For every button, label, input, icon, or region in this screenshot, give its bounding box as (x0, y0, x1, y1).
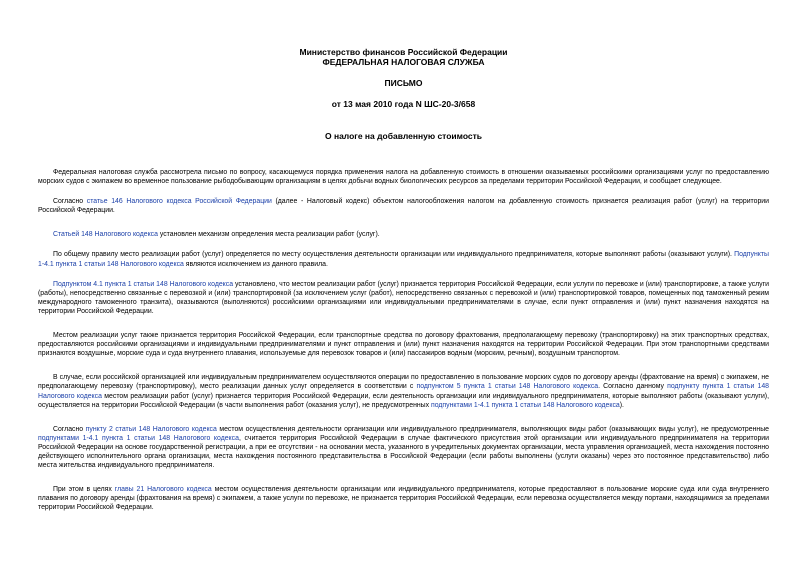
paragraph (38, 280, 769, 316)
paragraph (38, 425, 769, 470)
ministry-name: Министерство финансов Российской Федерации (299, 47, 508, 57)
paragraph (38, 373, 769, 409)
law-reference-link[interactable]: пункту 2 статьи 148 Налогового кодекса (85, 425, 217, 433)
paragraph-text: установлен механизм определения места реализации работ (услуг). (157, 231, 380, 239)
law-reference-link[interactable]: подпунктами 1-4.1 пункта 1 статьи 148 Налогового кодекса (431, 401, 620, 409)
paragraph-text: Согласно (53, 425, 86, 433)
paragraph-text: Согласно (53, 198, 87, 206)
paragraph-text: установлено, что местом реализации работ (услуг) признается территория Российской Федерации, если услуги по перевозке и (или) транспортировке, а также услуги (работы), непосредственно связанные с перевозкой и (или) транспортировкой (за исключением услуг (работ), непосредственно связанных с перевозкой и (или) транспортировкой товаров, помещенных под таможенный режим международного таможенного транзита), оказываются (выполняются) российскими организациями или индивидуальными предпринимателями в случае, если пункт отправления и (или) пункт назначения находятся на территории Российской Федерации. (38, 280, 769, 315)
paragraph (38, 485, 769, 512)
document-body (38, 168, 769, 527)
law-reference-link[interactable]: подпункту пункта 1 статьи 148 Налогового кодекса (38, 383, 769, 400)
paragraph-text: местом реализации работ (услуг) признается территория Российской Федерации, если деятельность организации или индивидуального предпринимателя, которые выполняют работы (оказывают услуги), осуществляется на территории Российской Федерации (в части выполнения работ (оказания услуг), не предусмотренных (38, 392, 769, 409)
paragraph (38, 230, 769, 239)
paragraph-text: ). (619, 401, 624, 409)
paragraph-text: По общему правилу место реализации работ (услуг) определяется по месту осуществления деятельности организации или индивидуального предпринимателя, которые выполняют работы (оказывают услуги). (53, 251, 735, 259)
paragraph-text: , считается территория Российской Федерации в случае фактического присутствия этой организации или индивидуального предпринимателя на территории Российской Федерации на основе государственной регистрации, а при ее отсутствии - на основании места, указанного в учредительных документах организации, места управления организацией, места нахождения постоянно действующего исполнительного органа организации, места нахождения постоянного представительства в Российской Федерации (если работы выполнены (услуги оказаны) через это постоянное представительство) либо места жительства индивидуального предпринимателя. (38, 434, 769, 470)
law-reference-link[interactable]: Статьей 148 Налогового кодекса (53, 231, 158, 239)
law-reference-link[interactable]: Подпункты 1-4.1 пункта 1 статьи 148 Налогового кодекса (38, 251, 769, 268)
document-subject: О налоге на добавленную стоимость (324, 131, 483, 141)
paragraph-text: При этом в целях (53, 486, 115, 494)
paragraph (38, 197, 769, 215)
law-reference-link[interactable]: Подпунктом 4.1 пункта 1 статьи 148 Налогового кодекса (53, 280, 234, 288)
paragraph (38, 331, 769, 358)
paragraph-text: (далее - Налоговый кодекс) объектом налогообложения налогом на добавленную стоимость признается реализация работ (услуг) на территории Российской Федерации. (38, 198, 769, 215)
paragraph-text: Федеральная налоговая служба рассмотрела письмо по вопросу, касающемуся порядка применения налога на добавленную стоимость в отношении оказываемых российскими организациями услуг по предоставлению морских судов с экипажем во временное пользование рыбодобывающим организациям в целях добычи водных биологических ресурсов за пределами территории Российской Федерации, и сообщает следующее. (38, 169, 769, 186)
paragraph-text: Местом реализации услуг также признается территория Российской Федерации, если транспортные средства по договору фрахтования, предполагающему перевозку (транспортировку) на этих транспортных средствах, предоставляются российскими организациями и индивидуальными предпринимателями и пункт отправления и (или) пункт назначения находятся на территории Российской Федерации. При этом транспортными средствами признаются воздушные, морские суда и суда внутреннего плавания, используемые для перевозок товаров и (или) пассажиров водным (морским, речным), воздушным транспортом. (38, 332, 769, 358)
paragraph-text: . Согласно данному (598, 383, 668, 391)
law-reference-link[interactable]: подпунктом 5 пункта 1 статьи 148 Налогового кодекса (416, 383, 599, 391)
paragraph (38, 168, 769, 186)
paragraph-text: В случае, если российской организацией или индивидуальным предпринимателем осуществляются операции по предоставлению в пользование морских судов по договору аренды (фрахтование на время) с экипажем, не предполагающему перевозку (транспортировку), место реализации данных услуг определяется в соответствии с (38, 374, 769, 391)
paragraph-text: местом осуществления деятельности организации или индивидуального предпринимателя, которые предоставляют в пользование морские суда или суда внутреннего плавания по договору аренды (фрахтования на время) с экипажем, а также услуги по перевозке, не признается территория Российской Федерации, если перевозка осуществляется между портами, находящимися за пределами территории Российской Федерации. (38, 486, 769, 512)
paragraph-text: являются исключением из данного правила. (183, 260, 328, 268)
document-type: ПИСЬМО (384, 78, 423, 88)
law-reference-link[interactable]: подпунктами 1-4.1 пункта 1 статьи 148 Налогового кодекса (38, 434, 239, 442)
law-reference-link[interactable]: главы 21 Налогового кодекса (114, 486, 212, 494)
service-name: ФЕДЕРАЛЬНАЯ НАЛОГОВАЯ СЛУЖБА (322, 57, 485, 67)
law-reference-link[interactable]: статье 146 Налогового кодекса Российской Федерации (86, 198, 272, 206)
document-date-number: от 13 мая 2010 года N ШС-20-3/658 (331, 99, 476, 109)
paragraph-text: местом осуществления деятельности организации или индивидуального предпринимателя, выполняющих виды работ (оказывающих виды услуг), не предусмотренные (216, 425, 769, 433)
paragraph (38, 250, 769, 268)
